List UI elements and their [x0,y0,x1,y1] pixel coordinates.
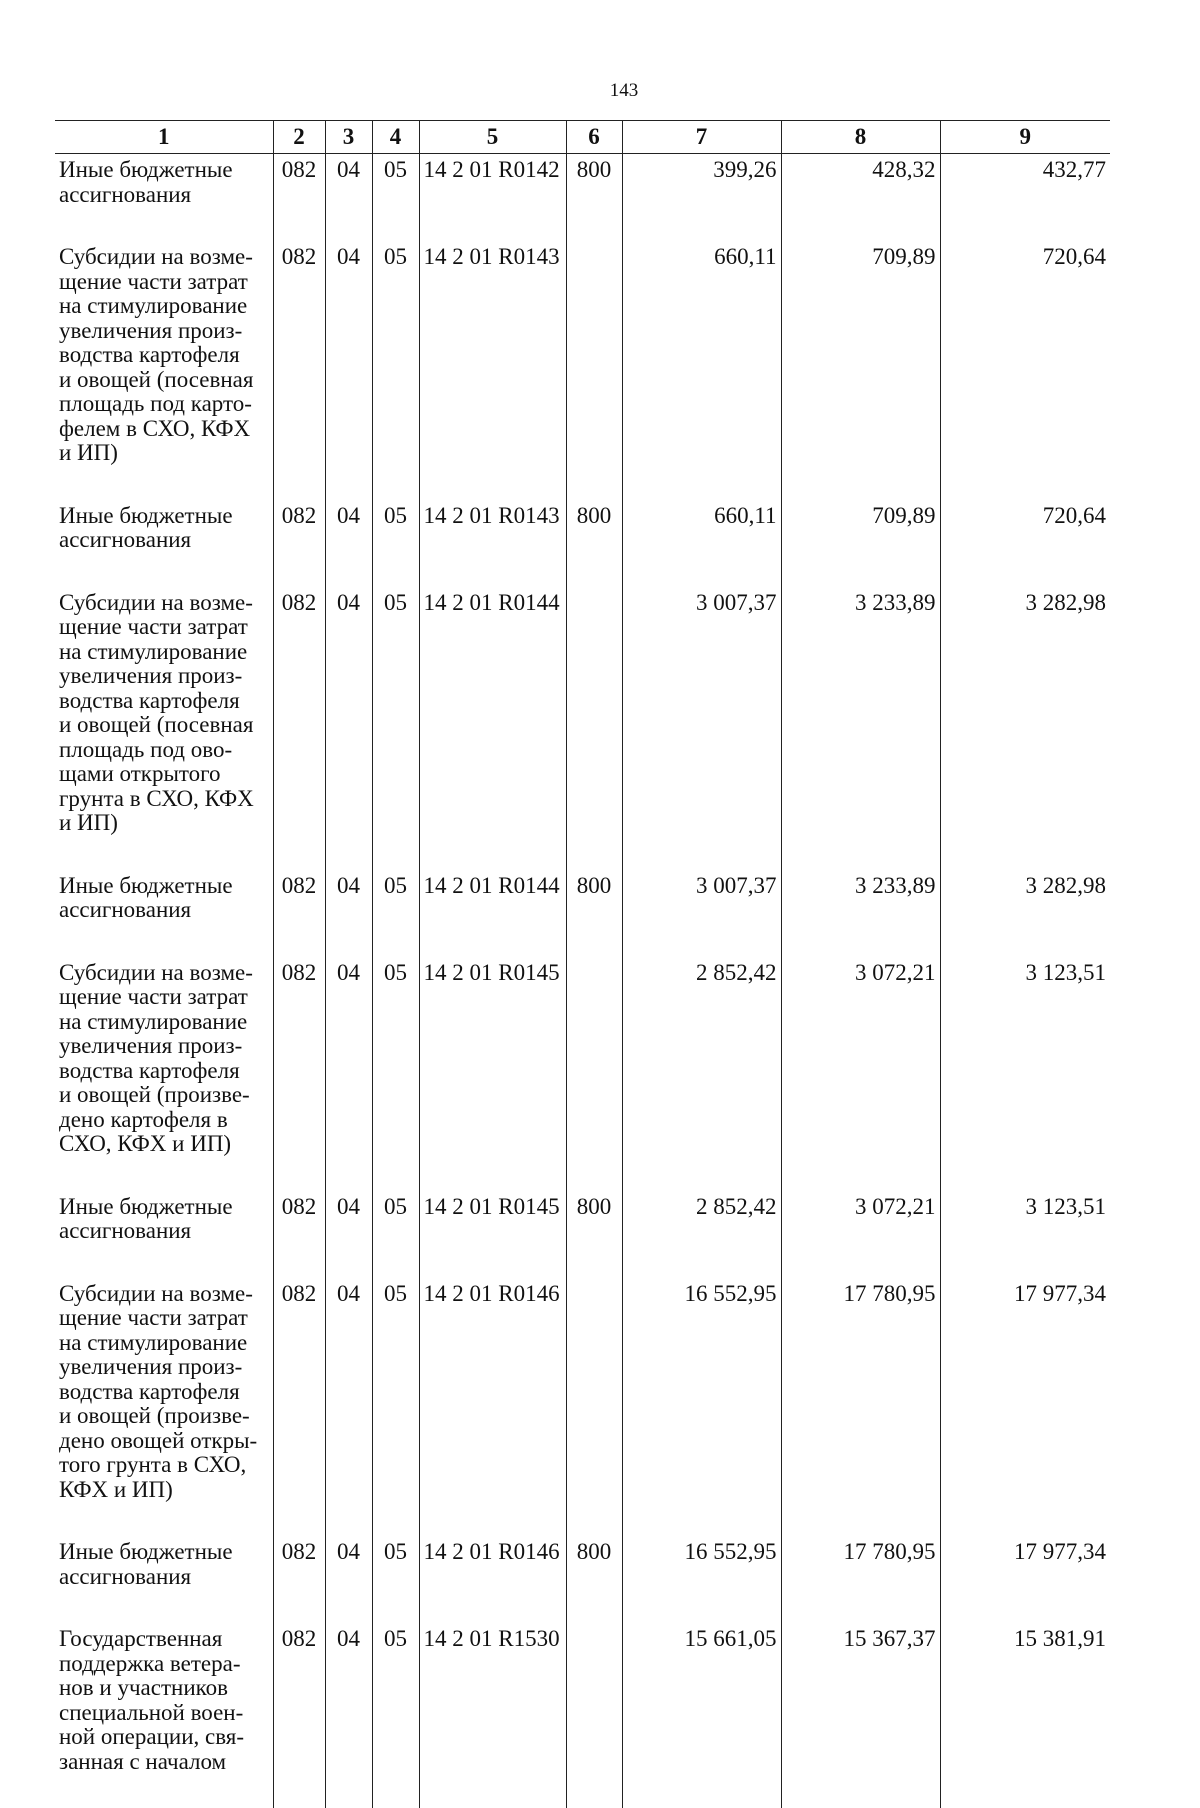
row-description [55,1278,273,1537]
cell-target-article: 14 2 01 R0142 [419,154,566,242]
cell-section: 04 [325,1536,372,1623]
description-line: ассигнования [59,1565,269,1590]
header-row [55,121,1110,154]
budget-table [55,120,1110,1808]
cell-subsection: 05 [372,500,419,587]
description-line: и ИП) [59,811,269,836]
description-line: на стимулирование [59,1331,269,1356]
description-line: увеличения произ- [59,664,269,689]
cell-target-article: 14 2 01 R1530 [419,1623,566,1808]
cell-ministry-code: 082 [273,587,325,870]
cell-subsection: 05 [372,1536,419,1623]
table-row [55,1536,1110,1623]
description-line: щение части затрат [59,985,269,1010]
header-col-9: 9 [940,121,1110,154]
cell-subsection: 05 [372,957,419,1191]
description-line: на стимулирование [59,1010,269,1035]
cell-amount-year3: 720,64 [940,500,1110,587]
description-line: увеличения произ- [59,319,269,344]
table-row [55,154,1110,242]
header-col-1: 1 [55,121,273,154]
description-line: Иные бюджетные [59,1195,269,1220]
cell-amount-year2: 15 367,37 [781,1623,940,1808]
description-line: ассигнования [59,898,269,923]
description-line: увеличения произ- [59,1355,269,1380]
description-line: СХО, КФХ и ИП) [59,1132,269,1157]
header-col-7: 7 [622,121,781,154]
cell-amount-year2: 3 072,21 [781,957,940,1191]
description-line: на стимулирование [59,294,269,319]
cell-amount-year2: 3 233,89 [781,870,940,957]
description-line: специальной воен- [59,1701,269,1726]
row-description [55,957,273,1191]
cell-amount-year3: 3 282,98 [940,870,1110,957]
row-description [55,241,273,500]
cell-section: 04 [325,957,372,1191]
cell-amount-year3: 15 381,91 [940,1623,1110,1808]
description-line: и ИП) [59,441,269,466]
description-line: Иные бюджетные [59,1540,269,1565]
description-line: Иные бюджетные [59,504,269,529]
description-line: того грунта в СХО, [59,1453,269,1478]
cell-amount-year2: 17 780,95 [781,1278,940,1537]
cell-expense-type [566,587,622,870]
cell-expense-type [566,1278,622,1537]
description-line: Субсидии на возме- [59,1282,269,1307]
cell-amount-year2: 709,89 [781,500,940,587]
description-line: водства картофеля [59,689,269,714]
cell-ministry-code: 082 [273,500,325,587]
header-col-4: 4 [372,121,419,154]
cell-amount-year1: 16 552,95 [622,1536,781,1623]
cell-section: 04 [325,154,372,242]
description-line: ассигнования [59,1219,269,1244]
cell-ministry-code: 082 [273,870,325,957]
cell-amount-year1: 2 852,42 [622,1191,781,1278]
cell-amount-year2: 428,32 [781,154,940,242]
cell-subsection: 05 [372,1623,419,1808]
cell-target-article: 14 2 01 R0145 [419,1191,566,1278]
description-line: ассигнования [59,528,269,553]
row-description [55,587,273,870]
cell-amount-year3: 3 282,98 [940,587,1110,870]
cell-section: 04 [325,587,372,870]
cell-ministry-code: 082 [273,957,325,1191]
cell-subsection: 05 [372,1278,419,1537]
header-col-3: 3 [325,121,372,154]
cell-section: 04 [325,1278,372,1537]
cell-amount-year2: 3 233,89 [781,587,940,870]
cell-target-article: 14 2 01 R0145 [419,957,566,1191]
table-row [55,241,1110,500]
cell-target-article: 14 2 01 R0146 [419,1278,566,1537]
description-line: ной операции, свя- [59,1725,269,1750]
cell-amount-year1: 15 661,05 [622,1623,781,1808]
description-line: КФХ и ИП) [59,1478,269,1503]
cell-amount-year1: 399,26 [622,154,781,242]
description-line: и овощей (произве- [59,1404,269,1429]
description-line: поддержка ветера- [59,1652,269,1677]
cell-expense-type [566,241,622,500]
row-description [55,500,273,587]
cell-subsection: 05 [372,154,419,242]
cell-amount-year1: 3 007,37 [622,587,781,870]
table-row [55,1191,1110,1278]
description-line: на стимулирование [59,640,269,665]
cell-expense-type: 800 [566,154,622,242]
header-col-2: 2 [273,121,325,154]
description-line: увеличения произ- [59,1034,269,1059]
description-line: площадь под ово- [59,738,269,763]
description-line: щение части затрат [59,615,269,640]
cell-section: 04 [325,870,372,957]
cell-amount-year2: 3 072,21 [781,1191,940,1278]
row-description [55,1623,273,1808]
description-line: водства картофеля [59,1380,269,1405]
cell-target-article: 14 2 01 R0144 [419,587,566,870]
cell-section: 04 [325,1191,372,1278]
cell-ministry-code: 082 [273,241,325,500]
cell-amount-year3: 3 123,51 [940,957,1110,1191]
description-line: Субсидии на возме- [59,245,269,270]
cell-amount-year1: 660,11 [622,500,781,587]
cell-expense-type: 800 [566,1191,622,1278]
cell-target-article: 14 2 01 R0143 [419,241,566,500]
header-col-5: 5 [419,121,566,154]
description-line: и овощей (посевная [59,368,269,393]
cell-ministry-code: 082 [273,1623,325,1808]
cell-amount-year3: 3 123,51 [940,1191,1110,1278]
row-description [55,870,273,957]
cell-ministry-code: 082 [273,154,325,242]
description-line: Субсидии на возме- [59,961,269,986]
cell-amount-year3: 17 977,34 [940,1536,1110,1623]
cell-amount-year3: 17 977,34 [940,1278,1110,1537]
row-description [55,1536,273,1623]
table-row [55,870,1110,957]
cell-target-article: 14 2 01 R0144 [419,870,566,957]
cell-expense-type [566,957,622,1191]
row-description [55,1191,273,1278]
description-line: щение части затрат [59,270,269,295]
description-line: водства картофеля [59,343,269,368]
cell-subsection: 05 [372,870,419,957]
header-col-8: 8 [781,121,940,154]
description-line: щами открытого [59,762,269,787]
cell-amount-year2: 17 780,95 [781,1536,940,1623]
cell-amount-year3: 432,77 [940,154,1110,242]
cell-amount-year1: 660,11 [622,241,781,500]
table-row [55,1623,1110,1808]
cell-subsection: 05 [372,241,419,500]
table-row [55,500,1110,587]
description-line: дено овощей откры- [59,1429,269,1454]
description-line: Государственная [59,1627,269,1652]
cell-subsection: 05 [372,587,419,870]
cell-ministry-code: 082 [273,1536,325,1623]
cell-expense-type: 800 [566,500,622,587]
cell-expense-type: 800 [566,870,622,957]
cell-amount-year2: 709,89 [781,241,940,500]
description-line: Иные бюджетные [59,158,269,183]
description-line: нов и участников [59,1676,269,1701]
table-header [55,121,1110,154]
cell-target-article: 14 2 01 R0143 [419,500,566,587]
cell-ministry-code: 082 [273,1191,325,1278]
cell-section: 04 [325,500,372,587]
table-row [55,587,1110,870]
description-line: площадь под карто- [59,392,269,417]
cell-amount-year1: 16 552,95 [622,1278,781,1537]
page-number: 143 [0,80,1200,102]
table-body [55,154,1110,1808]
description-line: ассигнования [59,183,269,208]
cell-subsection: 05 [372,1191,419,1278]
cell-amount-year1: 3 007,37 [622,870,781,957]
cell-target-article: 14 2 01 R0146 [419,1536,566,1623]
description-line: грунта в СХО, КФХ [59,787,269,812]
cell-expense-type: 800 [566,1536,622,1623]
description-line: Субсидии на возме- [59,591,269,616]
description-line: и овощей (посевная [59,713,269,738]
description-line: дено картофеля в [59,1108,269,1133]
cell-ministry-code: 082 [273,1278,325,1537]
description-line: щение части затрат [59,1306,269,1331]
description-line: водства картофеля [59,1059,269,1084]
cell-section: 04 [325,241,372,500]
header-col-6: 6 [566,121,622,154]
description-line: и овощей (произве- [59,1083,269,1108]
table-row [55,957,1110,1191]
cell-amount-year1: 2 852,42 [622,957,781,1191]
cell-expense-type [566,1623,622,1808]
cell-amount-year3: 720,64 [940,241,1110,500]
row-description [55,154,273,242]
description-line: Иные бюджетные [59,874,269,899]
description-line: занная с началом [59,1750,269,1775]
table-row [55,1278,1110,1537]
cell-section: 04 [325,1623,372,1808]
description-line: фелем в СХО, КФХ [59,417,269,442]
